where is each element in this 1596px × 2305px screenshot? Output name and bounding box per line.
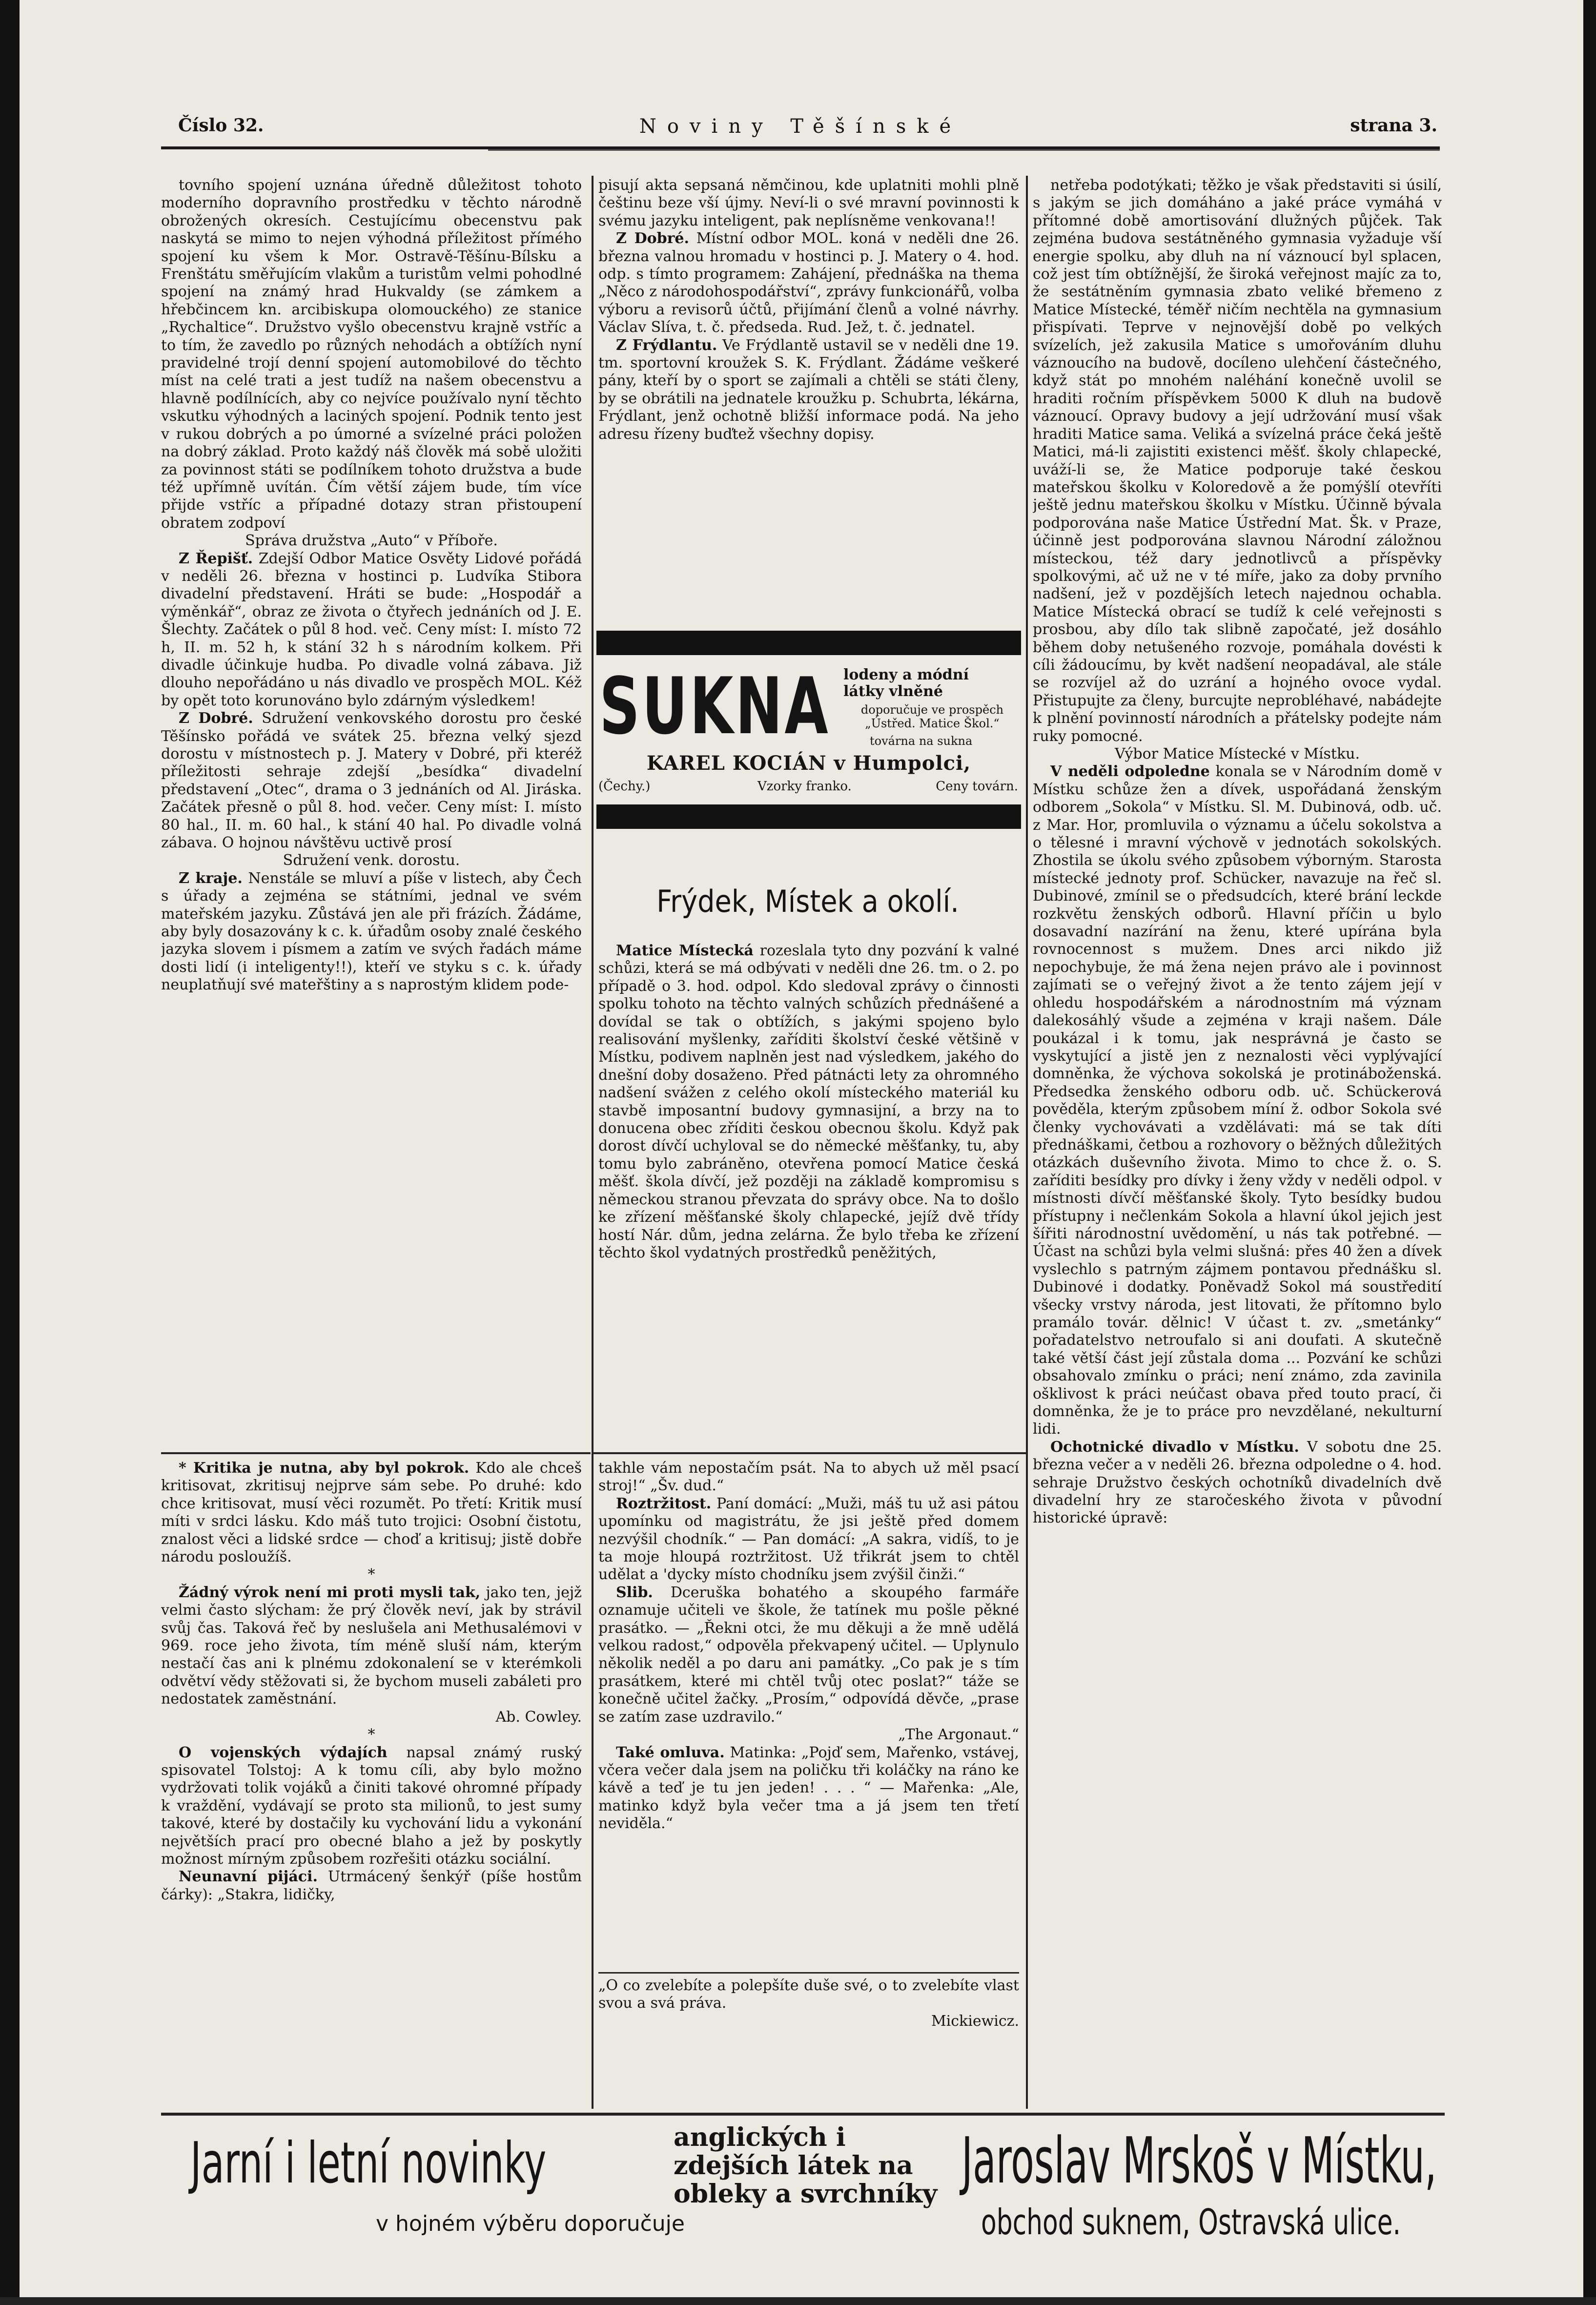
column-1-miscellany bbox=[161, 1460, 582, 2111]
paragraph-lead: Neunavní pijáci. bbox=[179, 1868, 318, 1886]
paragraph-lead: * Kritika je nutna, aby byl pokrok. bbox=[179, 1460, 470, 1477]
column-2-articles bbox=[598, 177, 1019, 626]
page-header bbox=[159, 115, 1442, 144]
paragraph bbox=[598, 1726, 1019, 1744]
paragraph-lead: V neděli odpoledne bbox=[1050, 763, 1210, 781]
paper-title: Noviny Těšínské bbox=[639, 115, 962, 138]
issue-number: Číslo 32. bbox=[178, 115, 264, 136]
paragraph bbox=[161, 532, 582, 550]
paragraph-lead: Slib. bbox=[616, 1584, 653, 1601]
scan-edge-left bbox=[0, 0, 20, 2305]
paragraph bbox=[161, 1460, 582, 1566]
paragraph-text: * bbox=[368, 1726, 375, 1744]
bottom-advertisement bbox=[161, 2119, 1445, 2284]
paragraph-lead: Z kraje. bbox=[179, 869, 243, 887]
paragraph-text: Sdružení venk. dorostu. bbox=[283, 852, 460, 869]
paragraph-text: Utrmácený šenkýř (píše hostům čárky): „Stakra, lidičky, bbox=[161, 1868, 582, 1903]
paragraph-text: Dceruška bohatého a skoupého farmáře oznamuje učiteli ve škole, že tatínek mu pošle pěkné prasátko. — „Řekni otci, že mu děkuji a že mně udělá velkou radost,“ odpověla překvapený učitel. — Uplynulo několik neděl a po daru ani památky. „Co pak je s tím prasátkem, které mi chtěl tvůj otec poslat?“ táže se konečně učitel žačky. „Prosím,“ odpovídá děvče, „prase se zatím zase uzdravilo.“ bbox=[598, 1584, 1019, 1726]
paragraph-text: napsal známý ruský spisovatel Tolstoj: A k tomu cíli, aby bylo možno vydržovati tolik vojáků a činiti takové ohromné případy k vraždění, vydávají se proto sta milionů, to jest sumy takové, které by dostačily ku vychování lidu a vykonání největších prací pro obecné blaho a jež by poskytly možnost mírným způsobem rozřešiti otázku sociální. bbox=[161, 1744, 582, 1868]
paragraph-text: rozeslala tyto dny pozvání k valné schůzi, která se má odbývati v neděli dne 26. tm. o 2. po případě o 3. hod. odpol. Kdo sledoval zprávy o činnosti spolku tohoto na těchto valných schůzích přednášené a dovídal se tak o obtížích, s jakými spojeno bylo realisování myšlenky, zaříditi školství české většině v Místku, podivem naplněn jest nad výsledkem, jakého do dnešní doby dosaženo. Před pátnácti lety za ohromného nadšení svážen z celého okolí místeckého materiál ku stavbě imposantní budovy gymnasijní, a brzy na to donucena obec zříditi českou obecnou školu. Když pak dorost dívčí uchyloval se do německé měšťanky, tu, aby tomu bylo zabráněno, otevřena pomocí Matice česká měšť. škola dívčí, jež později na základě kompromisu s německou stranou převzata do správy obce. Na to došlo ke zřízení měšťanské školy chlapecké, jejíž dvě třídy hostí Nár. dům, jedna zelárna. Že bylo třeba ke zřízení těchto škol vydatných prostředků peněžitých, bbox=[598, 942, 1019, 1261]
paragraph-text: Ab. Cowley. bbox=[495, 1708, 582, 1726]
ad-sukna-word: SUKNA bbox=[599, 660, 830, 752]
paragraph bbox=[161, 710, 582, 852]
paragraph-lead: Také omluva. bbox=[616, 1744, 725, 1761]
paragraph-lead: Ochotnické divadlo v Místku. bbox=[1050, 1438, 1299, 1456]
paragraph-text: Kdo ale chceš kritisovat, zkritisuj nejprve sám sebe. Po druhé: kdo chce kritisovat, musí věci rozumět. Po třetí: Kritik musí míti v srdci lásku. Kdo máš tuto trojici: Osobní čistotu, znalost věci a lidské srdce — choď a kritisuj; jistě dobře národu posloužíš. bbox=[161, 1460, 582, 1566]
paragraph-text: Zdejší Odbor Matice Osvěty Lidové pořádá v neděli 26. března v hostinci p. Ludvíka Stibora divadelní představení. Hráti se bude: „Hospodář a výměnkář“, obraz ze života o čtyřech jednáních od J. E. Šlechty. Začátek o půl 8 hod. več. Ceny míst: I. místo 72 h, II. m. 52 h, k stání 32 h s národním kolkem. Při divadle účinkuje hudba. Po divadle volná zábava. Již dlouho nepořádáno u nás divadlo ve prospěch MOL. Kéž by opět toto korunováno bylo zdárným výsledkem! bbox=[161, 550, 582, 709]
paragraph-text: jako ten, jejž velmi často slýcham: že prý člověk neví, jak by strávil svůj čas. Taková řeč by neslušela ani Methusalémovi v 969. roce jeho života, tím méně sluší nám, kterým nestačí čas ani k plnému zdokonalení se v kterémkoli odvětví vědy stěžovati si, že bychom museli zabáleti pro nedostatek zaměstnání. bbox=[161, 1584, 582, 1708]
scan-edge-right bbox=[1583, 0, 1596, 2305]
page-number: strana 3. bbox=[1350, 115, 1437, 136]
paragraph-text: Paní domácí: „Muži, máš tu už asi pátou upomínku od magistrátu, že jsi ještě před domem nezvýšil chodník.“ — Pan domácí: „A sakra, vidíš, to je ta moje hloupá roztržitost. Už třikrát jsem to chtěl udělat a 'dycky místo chodníku jsem zvýšil činži.“ bbox=[598, 1495, 1019, 1584]
paragraph bbox=[161, 870, 582, 994]
paragraph-text: Nenstále se mluví a píše v listech, aby Čech s úřady a zejména se státními, jednal ve svém mateřském jazyku. Zůstává jen ale při frázích. Žádáme, aby byly dosazovány k c. k. úřadům osoby znalé českého jazyka slovem i písmem a zatím ve svých řadách máme dosti lidí (i inteligenty!!), kteří ve styku s c. k. úřady neuplatňují své mateřštiny a s naprostým klidem pode- bbox=[161, 869, 582, 994]
paragraph bbox=[598, 1584, 1019, 1726]
paragraph-text: Správa družstva „Auto“ v Příboře. bbox=[245, 532, 498, 550]
paragraph-text: netřeba podotýkati; těžko je však představiti si úsilí, s jakým se jich domáháno a jaké práce vymáhá v přítomné době amortisování dlužných půjček. Tak zejména budova sestátněného gymnasia vyžaduje vší energie spolku, aby dluh na ní váznoucí byl splacen, což jest tím obtížnější, že široká veřejnost majíc za to, že sestátněním gymnasia zbato veliké břemeno z Matice Místecké, téměř ničím nechtěla na gymnasium přispívati. Teprve v nejnovější době po velkých svízelích, jež zakusila Matice s umořováním dluhu váznoucího na budově, docíleno ulehčení částečného, když stát po mnohém naléhání konečně uvolil se hraditi ročním příspěvkem 5000 K dluh na budově váznoucí. Opravy budovy a její udržování musí však hraditi Matice sama. Veliká a svízelná práce čeká ještě Matici, má-li zajistiti existenci měšť. školy chlapecké, uváží-li se, že Matice podporuje také českou mateřskou školku v Koloredově a že pomýšlí otevříti ještě jednu mateřskou školku v Místku. Účinně bývala podporována naše Matice Ústřední Mat. Šk. v Praze, účinně jest podporována slavnou Národní záložnou místeckou, též dary jednotlivců a příspěvky spolkovými, ač už ne v té míře, jako za doby prvního nadšení, jež v pozdějších letech najednou ochabla. Matice Místecká obrací se tudíž k celé veřejnosti s prosbou, aby dílo tak slibně započaté, jež dosáhlo během doby netušeného rozvoje, pomáhala dovésti k cíli žádoucímu, by květ nadšení neopadával, ale stále se rozvíjel až do uzrání a hojného ovoce vydal. Přistupujte za členy, burcujte neprobléhavé, nabádejte k plnění povinností národních a přátelsky podejte nám ruky pomocné. bbox=[1033, 177, 1442, 745]
ad-recommend: v hojném výběru doporučuje bbox=[376, 2211, 685, 2236]
paragraph bbox=[161, 1708, 582, 1726]
paragraph bbox=[598, 230, 1019, 336]
paragraph bbox=[161, 1566, 582, 1584]
ad-sukna-firm: KAREL KOCIÁN v Humpolci, bbox=[646, 752, 971, 775]
column-2-local-news bbox=[598, 942, 1019, 1450]
header-rule-thin bbox=[488, 149, 1440, 151]
paragraph-lead: Z Řepišť. bbox=[179, 550, 253, 567]
paragraph bbox=[161, 1726, 582, 1744]
paragraph-text: Sdružení venkovského dorostu pro české Těšínsko pořádá ve svátek 25. března velký sjezd dorostu v místnostech p. J. Matery v Dobré, při kteréž příležitosti sehraje zdejší „besídka“ divadelní představení „Otec“, drama o 3 jednáních od Al. Jiráska. Začátek přesně o půl 8. hod. večer. Ceny míst: I. místo 80 hal., II. m. 60 hal., k stání 40 hal. Po divadle volná zábava. O hojnou návštěvu uctivě prosí bbox=[161, 710, 582, 852]
column-2-humor bbox=[598, 1460, 1019, 1967]
paragraph bbox=[1033, 745, 1442, 763]
ad-merchant-name: Jaroslav Mrskoš v Místku, bbox=[962, 2123, 1437, 2198]
paragraph-text: Matinka: „Pojď sem, Mařenko, vstávej, včera večer dala jsem na poličku tři koláčky na ráno ke kávě a teď je tu jen jeden! . . . “ — Mařenka: „Ale, matinko když byla večer tma a já jsem ten třetí neviděla.“ bbox=[598, 1744, 1019, 1832]
column-divider-2 bbox=[1026, 176, 1028, 2109]
paragraph-text: Místní odbor MOL. koná v neděli dne 26. března valnou hromadu v hostinci p. J. Matery o 4. hod. odp. s tímto programem: Zahájení, přednáška na thema „Něco z národohospodářství“, zprávy funkcionářů, volba výboru a revisorů účtů, přijímání členů a volné návrhy. Václav Slíva, t. č. předseda. Rud. Jež, t. č. jednatel. bbox=[598, 230, 1019, 336]
paragraph-text: Výbor Matice Místecké v Místku. bbox=[1115, 745, 1360, 762]
paragraph-lead: Z Frýdlantu. bbox=[616, 336, 717, 354]
section-rule-col1 bbox=[161, 1452, 591, 1454]
column-divider-1 bbox=[592, 176, 593, 2109]
quote-text: „O co zvelebíte a polepšíte duše své, o to zvelebíte vlast svou a svá práva. bbox=[598, 1977, 1019, 2012]
scan-edge-bottom bbox=[0, 2297, 1596, 2305]
paragraph-text: takhle vám nepostačím psát. Na to abych už měl psací stroj!“ „Šv. dud.“ bbox=[598, 1460, 1019, 1495]
paragraph bbox=[1033, 1439, 1442, 1527]
paragraph bbox=[161, 177, 582, 532]
paragraph-lead: Matice Místecká bbox=[616, 942, 754, 959]
paragraph-lead: Žádný výrok není mi proti mysli tak, bbox=[179, 1584, 481, 1601]
paragraph bbox=[1033, 177, 1442, 745]
quote-rule bbox=[598, 1972, 1019, 1974]
ad-sukna-region: (Čechy.) bbox=[598, 779, 651, 794]
paragraph bbox=[598, 1460, 1019, 1495]
quote-author: Mickiewicz. bbox=[931, 2012, 1019, 2030]
ad-spring-novelties: Jarní i letní novinky bbox=[190, 2130, 547, 2196]
paragraph-lead: O vojenských výdajích bbox=[179, 1744, 388, 1761]
ad-sukna-tagline: lodeny a módní látky vlněné bbox=[843, 666, 969, 700]
paragraph bbox=[598, 1744, 1019, 1833]
paragraph-lead: Z Dobré. bbox=[179, 710, 253, 727]
ad-sukna-factory: továrna na sukna bbox=[870, 734, 973, 748]
ad-sukna-recommend: doporučuje ve prospěch „Ústřed. Matice Škol.“ bbox=[860, 703, 1004, 730]
paragraph-text: V sobotu dne 25. března večer a v neděli 26. března odpoledne o 4. hod. sehraje Družstvo českých ochotníků divadelních dvě divadelní hry ze staročeského života v původní historické úpravě: bbox=[1033, 1438, 1442, 1527]
ad-shop-address: obchod suknem, Ostravská ulice. bbox=[981, 2202, 1401, 2243]
paragraph-text: konala se v Národním domě v Místku schůze žen a dívek, uspořádaná ženským odborem „Sokola“ v Místku. Sl. M. Dubinová, odb. uč. z Mar. Hor, promluvila o významu a účelu sokolstva a o tělesné i mravní výchově v jednotách sokolských. Zhostila se úkolu svého způsobem výborným. Starosta místecké jednoty prof. Schücker, navazuje na řeč sl. Dubinové, zmínil se o předsudcích, které brání leckde rozkvětu ženských odborů. Hlavní příčin u bylo dosavadní nazírání na ženu, které upírána byla rovnocennost s mužem. Dnes arci nikdo již nepochybuje, že má žena nejen právo ale i povinnost zajímati se o veřejný život a že tento zájem její v ohledu hospodářském a národnostním má význam dalekosáhlý všude a zejména v kraji našem. Dále poukázal i k tomu, jak nesprávná je často se vyskytující a jistě jen z neznalosti věci vyplývající domněnka, že výchova sokolská je protináboženská. Předsedka ženského odboru odb. uč. Schückerová pověděla, kterým způsobem míní ž. odbor Sokola své členky vychovávati a vzdělávati: má se tak díti přednáškami, četbou a rozhovory o běžných důležitých otázkách duševního života. Mimo to chce ž. o. S. zaříditi besídky pro dívky i ženy vždy v neděli odpol. v místnosti dívčí měšťanské školy. Tyto besídky budou přístupny i nečlenkám Sokola a hlavní úkol jejich jest šířiti národnostní uvědomění, u nás tak potřebné. — Účast na schůzi byla velmi slušná: přes 40 žen a dívek vyslechlo s patrným zájmem pontavou přednášku sl. Dubinové i dodatky. Poněvadž Sokol má soustředití všecky vrstvy národa, jest litovati, že přítomno bylo pramálo továr. dělnic! V účast t. zv. „smetánky“ pořadatelstvo netroufalo si ani doufati. A skutečně také větší část její zůstala doma ... Pozvání ke schůzi obsahovalo zmínku o práci; není známo, zda zavinila ošklivost k práci neúčast obava před touto prací, či domněnka, že je to práce pro nevzdělané, nekulturní lidi. bbox=[1033, 763, 1442, 1438]
paragraph-lead: Roztržitost. bbox=[616, 1495, 712, 1512]
column-1-articles bbox=[161, 177, 582, 1446]
paragraph-text: pisují akta sepsaná němčinou, kde uplatniti mohli plně češtinu beze vší újmy. Neví-li o své mravní povinnosti k svému jazyku inteligent, pak neplísněme venkovana!! bbox=[598, 177, 1019, 229]
ad-fabrics: anglických i zdejších látek na obleky a svrchníky bbox=[674, 2122, 938, 2209]
paragraph bbox=[598, 177, 1019, 230]
paragraph bbox=[1033, 763, 1442, 1438]
paragraph bbox=[161, 550, 582, 710]
paragraph-text: Ve Frýdlantě ustavil se v neděli dne 19. tm. sportovní kroužek S. K. Frýdlant. Žádáme veškeré pány, kteří by o sport se zajímali a chtěli se státi členy, by se obrátili na jednatele kroužku p. Schubrta, lékárna, Frýdlant, jenž ochotně bližší informace podá. Na jeho adresu řízeny buďtež všechny dopisy. bbox=[598, 336, 1019, 443]
paragraph bbox=[598, 1495, 1019, 1584]
paragraph bbox=[161, 852, 582, 869]
column-3-articles bbox=[1033, 177, 1442, 2110]
paragraph bbox=[161, 1584, 582, 1708]
paragraph bbox=[161, 1744, 582, 1869]
section-title: Frýdek, Místek a okolí. bbox=[656, 884, 959, 919]
paragraph bbox=[598, 942, 1019, 1262]
paragraph-text: „The Argonaut.“ bbox=[898, 1726, 1019, 1744]
ad-sukna-prices: Ceny továrn. bbox=[936, 779, 1018, 794]
ad-bar-bottom bbox=[596, 804, 1021, 829]
ad-sukna bbox=[596, 631, 1021, 831]
bottom-ad-rule bbox=[161, 2113, 1445, 2116]
ad-bar-top bbox=[596, 631, 1021, 655]
ad-sukna-samples: Vzorky franko. bbox=[757, 779, 852, 794]
quote-block bbox=[598, 1977, 1019, 2109]
paragraph bbox=[161, 1868, 582, 1904]
paragraph-text: * bbox=[368, 1566, 375, 1584]
section-rule-col2 bbox=[593, 1452, 1026, 1454]
paragraph bbox=[598, 337, 1019, 443]
paragraph-lead: Z Dobré. bbox=[616, 230, 689, 247]
paragraph-text: tovního spojení uznána úředně důležitost tohoto moderního dopravního prostředku v těchto národně obrožených okresích. Cestujícímu obecenstvu pak naskytá se mimo to nejen výhodná příležitost přímého spojení ku všem k Mor. Ostravě-Těšínu-Bílsku a Frenštátu směřujícím vlakům a turistům velmi pohodlné spojení na známý hrad Hukvaldy (se zámkem a hřebčincem kn. arcibiskupa olomouckého) ze stanice „Rychaltice“. Družstvo vyšlo obecenstvu krajně vstříc a to tím, že zavedlo po různých nehodách a obtížích nyní pravidelné trojí denní spojení automobilové do těchto míst na celé trati a jest tudíž na našem obecenstvu a hlavně podílnících, aby co nejvíce používalo nyní těchto vskutku výhodných a laciných spojení. Podnik tento jest v rukou dobrých a po úmorné a svízelné práci položen na dobrý základ. Proto každý náš člověk má sobě uložiti za povinnost státi se podílníkem tohoto družstva a bude též upřímně uvítán. Čím větší zájem bude, tím více přijde vstříc a případné dotazy stran přistoupení obratem zodpoví bbox=[161, 177, 582, 532]
